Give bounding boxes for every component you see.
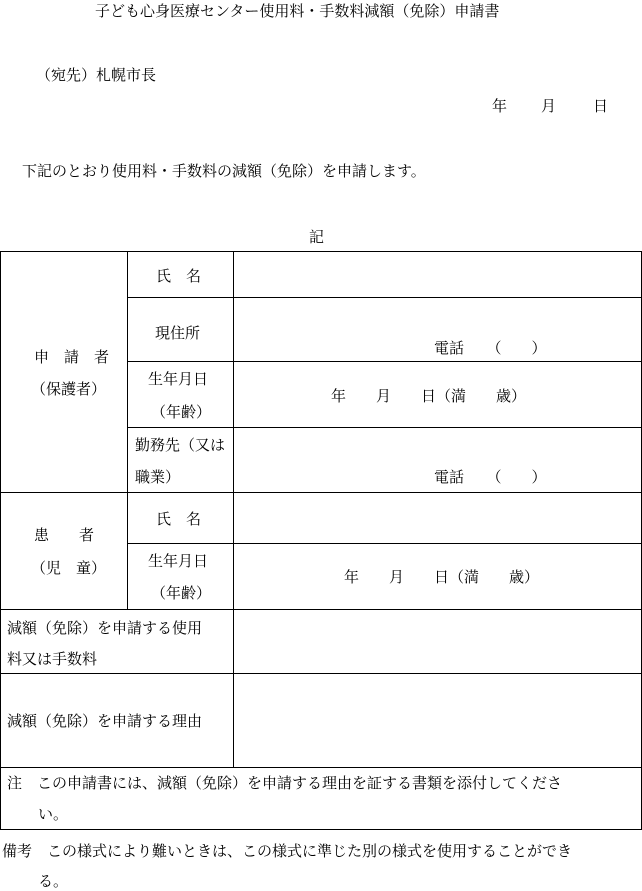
note-line: 注 この申請書には、減額（免除）を申請する理由を証する書類を添付してくださ <box>7 774 563 792</box>
remark-line-2: る。 <box>38 872 69 890</box>
applicant-age-label: （年齢） <box>151 403 212 421</box>
applicant-address-label: 現住所 <box>155 324 201 342</box>
applicant-label: 申 請 者 <box>34 348 110 366</box>
fee-label: 減額（免除）を申請する使用 <box>7 619 203 637</box>
applicant-work-label-2: 職業） <box>135 468 181 486</box>
patient-name-label: 氏 名 <box>156 510 202 528</box>
note-line-2: い。 <box>38 805 69 823</box>
applicant-birth-label: 生年月日 <box>148 370 209 388</box>
applicant-name-label: 氏 名 <box>156 267 202 285</box>
applicant-work-phone: 電話 （ ） <box>434 468 547 486</box>
patient-birth-value: 年 月 日（満 歳） <box>344 568 540 586</box>
fee-label-2: 料又は手数料 <box>7 650 98 668</box>
intro-text: 下記のとおり使用料・手数料の減額（免除）を申請します。 <box>22 162 426 180</box>
applicant-address-phone: 電話 （ ） <box>434 339 547 357</box>
date-year: 年 <box>492 97 508 115</box>
reason-label: 減額（免除）を申請する理由 <box>7 712 203 730</box>
remark-line: 備考 この様式により難いときは、この様式に準じた別の様式を使用することができ <box>2 842 573 860</box>
applicant-work-label: 勤務先（又は <box>135 436 226 454</box>
addressee: （宛先）札幌市長 <box>36 66 157 84</box>
patient-age-label: （年齢） <box>151 584 212 602</box>
patient-sublabel: （児 童） <box>31 559 107 577</box>
ki-heading: 記 <box>309 228 325 246</box>
document-title: 子ども心身医療センター使用料・手数料減額（免除）申請書 <box>95 2 500 20</box>
date-day: 日 <box>593 97 609 115</box>
date-month: 月 <box>541 97 557 115</box>
applicant-sublabel: （保護者） <box>31 380 107 398</box>
applicant-birth-value: 年 月 日（満 歳） <box>331 387 527 405</box>
patient-birth-label: 生年月日 <box>148 552 209 570</box>
patient-label: 患 者 <box>34 526 95 544</box>
